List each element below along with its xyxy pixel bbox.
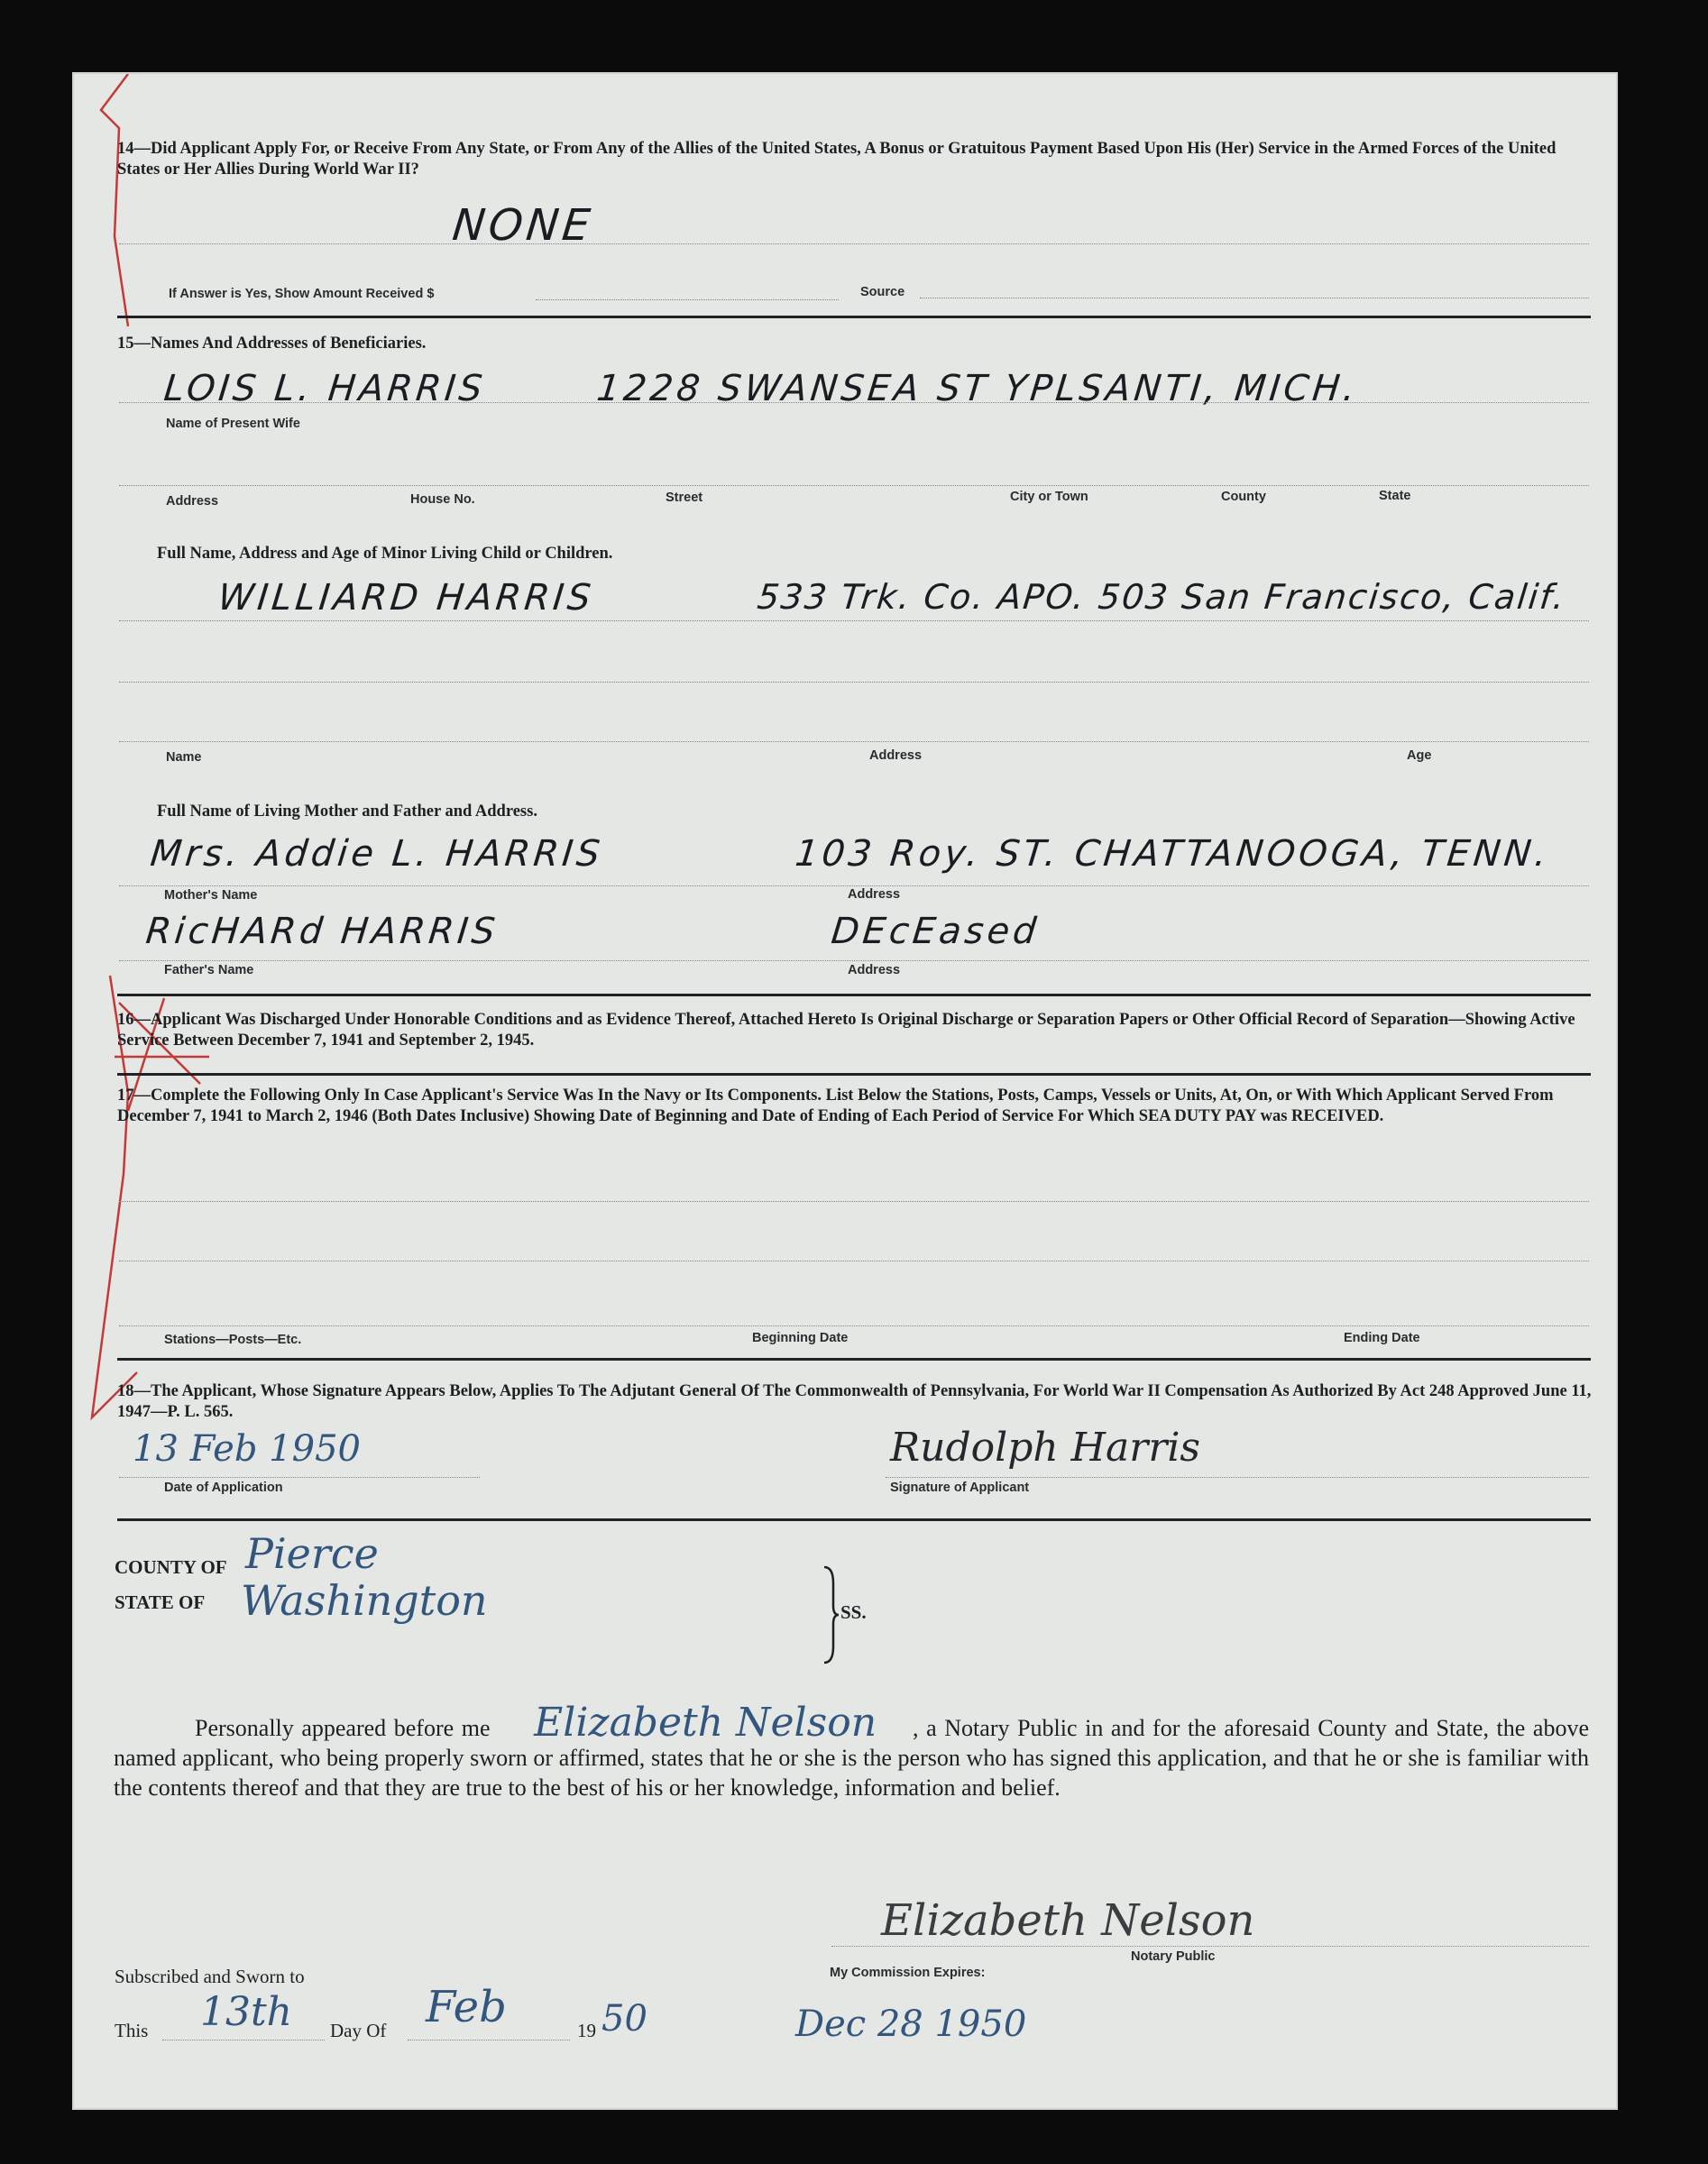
s14-answer-line <box>119 243 1589 244</box>
children-heading: Full Name, Address and Age of Minor Living Child or Children. <box>157 545 613 563</box>
mother-label: Mother's Name <box>164 888 258 903</box>
applicant-signature: Rudolph Harris <box>890 1425 1201 1471</box>
divider <box>117 994 1591 996</box>
state-of-label: STATE OF <box>115 1591 206 1613</box>
notary-paragraph <box>114 1700 1589 1802</box>
notary-signature: Elizabeth Nelson <box>881 1895 1255 1946</box>
wife-name: LOIS L. HARRIS <box>161 368 488 409</box>
county-of-label: COUNTY OF <box>115 1556 227 1578</box>
ending-date-label: Ending Date <box>1344 1331 1420 1345</box>
state-value: Washington <box>241 1576 488 1625</box>
section-17-text: 17—Complete the Following Only In Case Applicant's Service Was In the Navy or Its Components. List Below the Stations, Posts, Camps, Vessels or Units, At, On, or With Which Applicant Served From December 7, 1941 to March 2, 1946 (Both Dates Inclusive) Showing Date of Beginning and Date of Ending of Each Period of Service For Which SEA DUTY PAY was RECEIVED. <box>117 1087 1554 1125</box>
child-age-label: Age <box>1407 748 1432 763</box>
child-name-label: Name <box>166 750 202 765</box>
date-line <box>119 1477 480 1478</box>
section-15-heading: 15—Names And Addresses of Beneficiaries. <box>117 335 427 353</box>
commission-label: My Commission Expires: <box>830 1966 986 1980</box>
stations-label: Stations—Posts—Etc. <box>164 1333 302 1347</box>
this-label: This <box>115 2020 149 2041</box>
sworn-day: 13th <box>200 1989 293 2035</box>
ss-label: SS. <box>840 1601 867 1623</box>
divider <box>117 1073 1591 1076</box>
sworn-month: Feb <box>426 1982 507 2032</box>
date-label: Date of Application <box>164 1481 283 1495</box>
subscribed-label: Subscribed and Sworn to <box>115 1966 305 1987</box>
wife-address: 1228 SWANSEA ST YPLSANTI, MICH. <box>594 368 1361 409</box>
commission-expires: Dec 28 1950 <box>795 2004 1027 2045</box>
county-label: County <box>1221 490 1266 504</box>
address-label: Address <box>166 494 219 509</box>
s14-amount-line <box>536 299 839 300</box>
mother-address: 103 Roy. ST. CHATTANOOGA, TENN. <box>793 833 1552 875</box>
red-check-mark-icon <box>74 74 218 1463</box>
divider <box>117 1358 1591 1361</box>
parents-heading: Full Name of Living Mother and Father and Address. <box>157 802 537 821</box>
mother-address-label: Address <box>848 887 901 902</box>
notary-intro: Personally appeared before me <box>195 1715 491 1741</box>
sworn-year: 50 <box>601 1998 647 2040</box>
city-label: City or Town <box>1010 490 1088 504</box>
street-label: Street <box>666 491 703 505</box>
notary-line <box>831 1946 1589 1947</box>
address-line <box>119 485 1589 486</box>
wife-line <box>119 402 1589 403</box>
mother-name: Mrs. Addie L. HARRIS <box>148 833 606 875</box>
notary-public-label: Notary Public <box>1131 1949 1216 1964</box>
brace-icon <box>822 1565 840 1664</box>
section-16-text: 16—Applicant Was Discharged Under Honorable Conditions and as Evidence Thereof, Attached Hereto Is Original Discharge or Separation Papers or Other Official Record of Separation—Showing Active Service Between December 7, 1941 and September 2, 1945. <box>117 1011 1575 1050</box>
wife-label: Name of Present Wife <box>166 417 300 431</box>
s14-answer: NONE <box>450 200 596 251</box>
s14-amount-label: If Answer is Yes, Show Amount Received $ <box>169 287 435 301</box>
child-address: 533 Trk. Co. APO. 503 San Francisco, Calif. <box>755 577 1568 617</box>
divider <box>117 316 1591 318</box>
s17-line-3 <box>119 1325 1589 1326</box>
father-address: DEcEased <box>829 911 1042 952</box>
signature-label: Signature of Applicant <box>890 1481 1030 1495</box>
s14-source-label: Source <box>860 285 905 299</box>
beginning-date-label: Beginning Date <box>752 1331 849 1345</box>
notary-name-inline: Elizabeth Nelson <box>534 1700 877 1746</box>
application-date: 13 Feb 1950 <box>133 1428 361 1470</box>
father-label: Father's Name <box>164 963 254 977</box>
child-line-3 <box>119 741 1589 742</box>
father-address-label: Address <box>848 963 901 977</box>
child-address-label: Address <box>869 748 923 763</box>
county-value: Pierce <box>245 1529 379 1578</box>
child-line-1 <box>119 620 1589 621</box>
form-sheet <box>72 72 1618 2110</box>
year-prefix: 19 <box>577 2020 596 2041</box>
day-of-label: Day Of <box>330 2020 387 2041</box>
divider <box>117 1518 1591 1521</box>
child-name: WILLIARD HARRIS <box>216 577 597 619</box>
s17-line-1 <box>119 1201 1589 1202</box>
signature-line <box>886 1477 1589 1478</box>
state-label: State <box>1379 489 1411 503</box>
section-14-question: 14—Did Applicant Apply For, or Receive From Any State, or From Any of the Allies of the United States, A Bonus or Gratuitous Payment Based Upon His (Her) Service in the Armed Forces of the United States or Her Allies During World War II? <box>117 140 1556 179</box>
child-line-2 <box>119 682 1589 683</box>
mother-line <box>119 885 1589 886</box>
father-name: RicHARd HARRIS <box>143 911 500 952</box>
notary-rest: , a Notary Public in and for the aforesaid County and State, the above named applicant, who being properly sworn or affirmed, states that he or she is the person who has signed this application, and that he or she is familiar with the contents thereof and that they are true to the best of his or her knowledge, information and belief. <box>114 1715 1589 1801</box>
father-line <box>119 960 1589 961</box>
house-no-label: House No. <box>410 492 475 507</box>
section-18-text: 18—The Applicant, Whose Signature Appears Below, Applies To The Adjutant General Of The Commonwealth of Pennsylvania, For World War II Compensation As Authorized By Act 248 Approved June 11, 1947—P. L. 565. <box>117 1382 1592 1421</box>
